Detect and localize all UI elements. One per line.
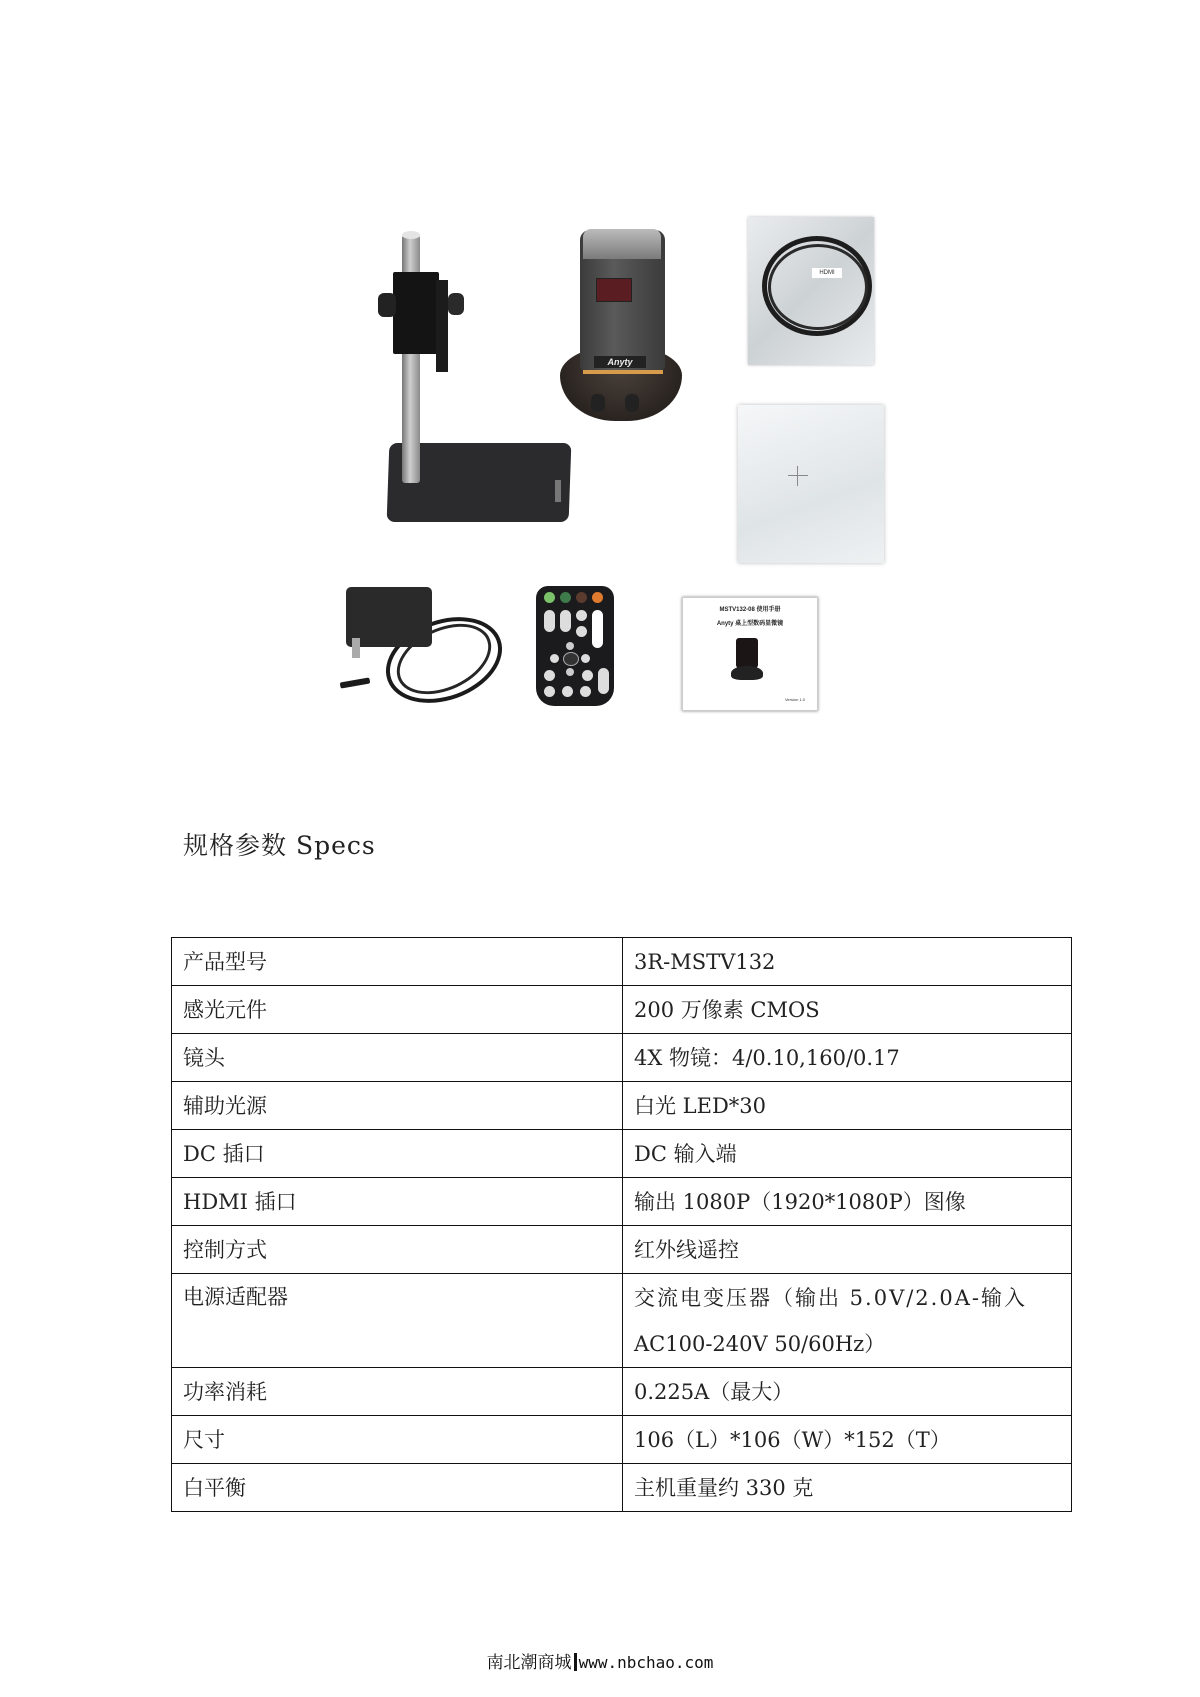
remote-button — [560, 592, 571, 603]
manual-version: Version 1.0 — [784, 697, 805, 702]
manual-product-base — [731, 666, 763, 680]
camera-top — [583, 229, 661, 259]
table-row — [172, 1368, 1072, 1416]
spec-value-line1: 交流电变压器（输出 5.0V/2.0A-输入 — [634, 1285, 1027, 1310]
page-footer — [0, 1648, 1200, 1673]
remote-button — [544, 686, 555, 697]
stand-clamp — [393, 272, 439, 354]
manual-title: MSTV132-08 使用手册 — [719, 607, 781, 613]
crosshair-icon — [797, 466, 798, 486]
adapter-plug-tip — [340, 677, 371, 688]
stand-logo — [555, 480, 561, 502]
remote-button — [576, 592, 587, 603]
spec-label: 控制方式 — [172, 1226, 623, 1274]
footer-separator — [574, 1653, 577, 1671]
spec-value: 4X 物镜：4/0.10,160/0.17 — [623, 1034, 1072, 1082]
camera-knob — [625, 394, 639, 412]
arrow-up-icon — [566, 642, 574, 650]
spec-value: 0.225A（最大） — [623, 1368, 1072, 1416]
remote-button — [544, 592, 555, 603]
spec-value: 主机重量约 330 克 — [623, 1464, 1072, 1512]
table-row — [172, 1226, 1072, 1274]
menu-button — [563, 652, 579, 666]
table-row — [172, 1082, 1072, 1130]
spec-label: HDMI 插口 — [172, 1178, 623, 1226]
stand-knob-right — [448, 293, 464, 315]
spec-label: 产品型号 — [172, 938, 623, 986]
spec-label: DC 插口 — [172, 1130, 623, 1178]
spec-value: 3R-MSTV132 — [623, 938, 1072, 986]
remote-button — [544, 610, 555, 632]
specs-table — [171, 937, 1072, 1512]
spec-label: 功率消耗 — [172, 1368, 623, 1416]
stand-bracket — [436, 280, 448, 372]
spec-label: 辅助光源 — [172, 1082, 623, 1130]
spec-value: 106（L）*106（W）*152（T） — [623, 1416, 1072, 1464]
camera-display — [596, 278, 632, 302]
spec-value-line2: AC100-240V 50/60Hz） — [634, 1331, 886, 1356]
remote-button — [562, 686, 573, 697]
stand-pole-cap — [402, 231, 420, 239]
manual-subtitle: Anyty 桌上型数码显微镜 — [716, 621, 784, 627]
spec-label: 白平衡 — [172, 1464, 623, 1512]
table-row — [172, 986, 1072, 1034]
remote-button — [592, 610, 603, 648]
table-row — [172, 1464, 1072, 1512]
cable-coil — [768, 244, 868, 330]
spec-label: 电源适配器 — [172, 1274, 623, 1368]
spec-value: 输出 1080P（1920*1080P）图像 — [623, 1178, 1072, 1226]
spec-value: 200 万像素 CMOS — [623, 986, 1072, 1034]
adapter-prong — [352, 638, 360, 658]
manual-product-image — [736, 638, 758, 668]
cable-label: HDMI — [812, 268, 842, 278]
stand-knob-left — [378, 293, 396, 317]
camera-logo: Anyty — [594, 356, 646, 368]
spec-label: 镜头 — [172, 1034, 623, 1082]
spec-value: DC 输入端 — [623, 1130, 1072, 1178]
arrow-left-icon — [550, 654, 559, 663]
camera-stripe — [583, 370, 663, 374]
table-row — [172, 1178, 1072, 1226]
remote-button — [560, 610, 571, 632]
remote-button — [576, 626, 587, 637]
remote-button — [544, 670, 555, 681]
stage-plate — [738, 405, 884, 563]
power-icon — [592, 592, 603, 603]
table-row — [172, 938, 1072, 986]
table-row — [172, 1130, 1072, 1178]
arrow-right-icon — [581, 654, 590, 663]
table-row — [172, 1034, 1072, 1082]
footer-url[interactable]: www.nbchao.com — [578, 1653, 714, 1672]
table-row — [172, 1274, 1072, 1368]
remote-button — [580, 686, 591, 697]
spec-value: 白光 LED*30 — [623, 1082, 1072, 1130]
remote-button — [576, 610, 587, 621]
camera-knob — [591, 394, 605, 412]
product-photo-remote — [536, 586, 614, 706]
product-photo-manual — [682, 597, 818, 711]
remote-button — [582, 670, 593, 681]
spec-value — [623, 1274, 1072, 1368]
crosshair-icon — [788, 475, 808, 476]
spec-value: 红外线遥控 — [623, 1226, 1072, 1274]
footer-brand: 南北潮商城 — [486, 1653, 572, 1673]
table-row — [172, 1416, 1072, 1464]
spec-label: 感光元件 — [172, 986, 623, 1034]
spec-label: 尺寸 — [172, 1416, 623, 1464]
remote-button — [598, 668, 609, 694]
arrow-down-icon — [566, 668, 574, 676]
specs-heading: 规格参数 Specs — [183, 831, 376, 860]
